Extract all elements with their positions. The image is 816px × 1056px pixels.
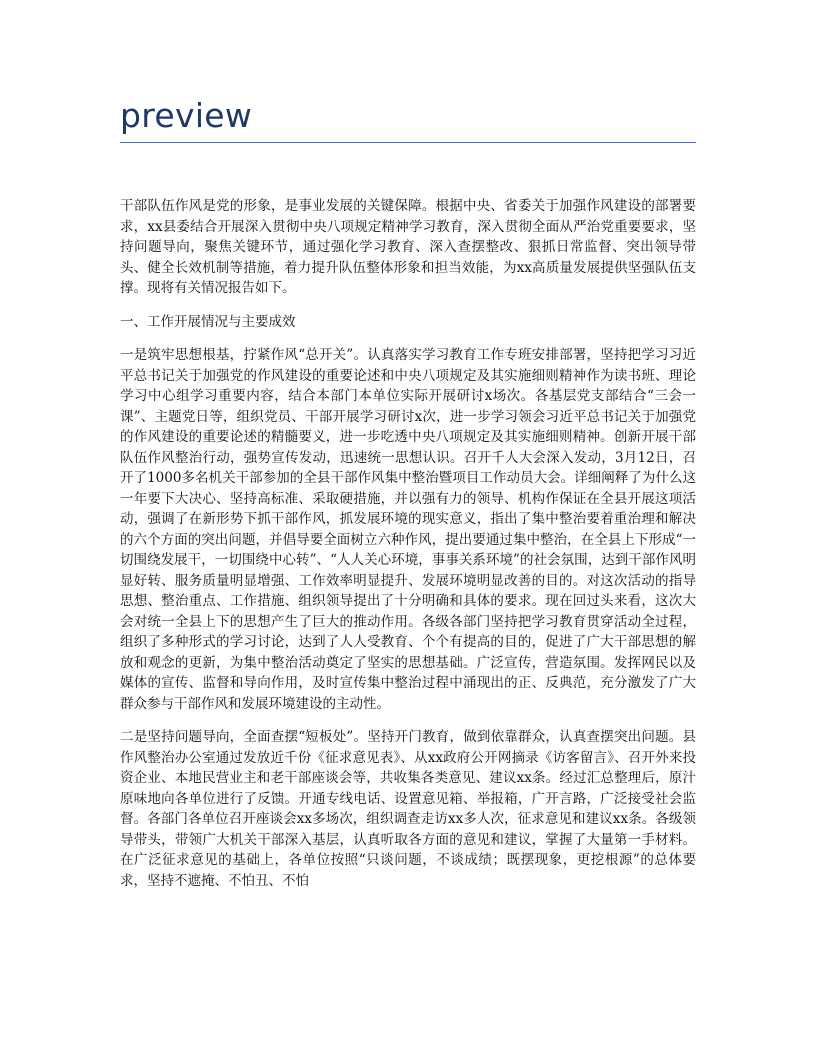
intro-paragraph: 干部队伍作风是党的形象，是事业发展的关键保障。根据中央、省委关于加强作风建设的部署要求，xx县委结合开展深入贯彻中央八项规定精神学习教育，深入贯彻全面从严治党重要要求，坚持问题导向，聚焦关键环节，通过强化学习教育、深入查摆整改、狠抓日常监督、突出领导带头、健全长效机制等措施，着力提升队伍整体形象和担当效能，为xx高质量发展提供坚强队伍支撑。现将有关情况报告如下。 bbox=[120, 198, 696, 296]
document-title: preview bbox=[120, 96, 253, 135]
section-heading: 一、工作开展情况与主要成效 bbox=[120, 313, 296, 330]
document-body bbox=[120, 196, 696, 904]
body-paragraph-1: 一是筑牢思想根基，拧紧作风“总开关”。认真落实学习教育工作专班安排部署，坚持把学习习近平总书记关于加强党的作风建设的重要论述和中央八项规定及其实施细则精神作为读书班、理论学习中心组学习重要内容，结合本部门本单位实际开展研讨x场次。各基层党支部结合“三会一课”、主题党日等，组织党员、干部开展学习研讨x次，进一步学习领会习近平总书记关于加强党的作风建设的重要论述的精髓要义，进一步吃透中央八项规定及其实施细则精神。创新开展干部队伍作风整治行动，强势宣传发动，迅速统一思想认识。召开千人大会深入发动，3月12日，召开了1000多名机关干部参加的全县干部作风集中整治暨项目工作动员大会。详细阐释了为什么这一年要下大决心、坚持高标准、采取硬措施，并以强有力的领导、机构作保证在全县开展这项活动，强调了在新形势下抓干部作风，抓发展环境的现实意义，指出了集中整治要着重治理和解决的六个方面的突出问题，并倡导要全面树立六种作风，提出要通过集中整治，在全县上下形成“一切围绕发展干，一切围绕中心转”、“人人关心环境，事事关系环境”的社会氛围，达到干部作风明显好转、服务质量明显增强、工作效率明显提升、发展环境明显改善的目的。对这次活动的指导思想、整治重点、工作措施、组织领导提出了十分明确和具体的要求。现在回过头来看，这次大会对统一全县上下的思想产生了巨大的推动作用。各级各部门坚持把学习教育贯穿活动全过程，组织了多种形式的学习讨论，达到了人人受教育、个个有提高的目的，促进了广大干部思想的解放和观念的更新，为集中整治活动奠定了坚实的思想基础。广泛宣传，营造氛围。发挥网民以及媒体的宣传、监督和导向作用，及时宣传集中整治过程中涌现出的正、反典范，充分激发了广大群众参与干部作风和发展环境建设的主动性。 bbox=[120, 347, 696, 712]
title-divider bbox=[120, 142, 696, 143]
body-paragraph-2: 二是坚持问题导向，全面查摆“短板处”。坚持开门教育，做到依靠群众，认真查摆突出问题。县作风整治办公室通过发放近千份《征求意见表》、从xx政府公开网摘录《访客留言》、召开外来投资企业、本地民营业主和老干部座谈会等，共收集各类意见、建议xx条。经过汇总整理后，原汁原味地向各单位进行了反馈。开通专线电话、设置意见箱、举报箱，广开言路，广泛接受社会监督。各部门各单位召开座谈会xx多场次，组织调查走访xx多人次，征求意见和建议xx条。各级领导带头，带领广大机关干部深入基层，认真听取各方面的意见和建议，掌握了大量第一手材料。在广泛征求意见的基础上，各单位按照“只谈问题，不谈成绩；既摆现象，更挖根源”的总体要求，坚持不遮掩、不怕丑、不怕 bbox=[120, 729, 696, 889]
